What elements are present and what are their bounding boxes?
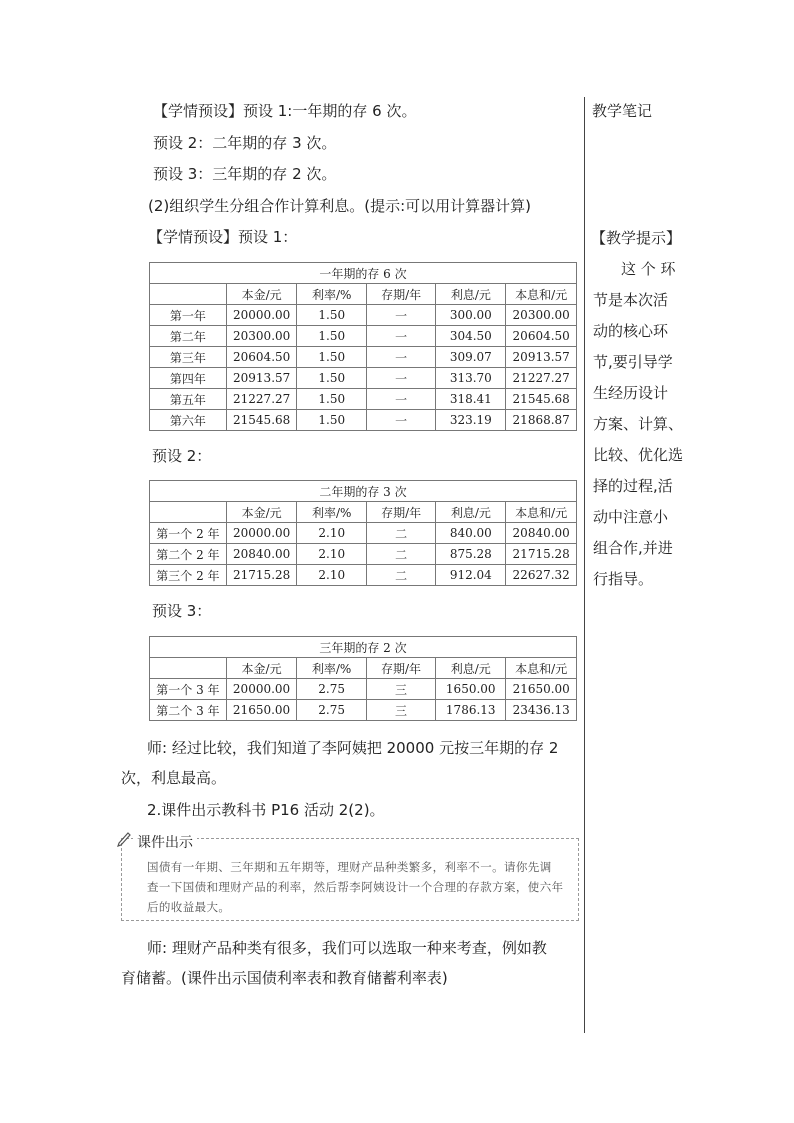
table-cell: 21868.87	[506, 410, 577, 431]
column-divider	[584, 97, 585, 1033]
table-one-year	[149, 262, 577, 431]
table-cell: 20604.50	[226, 347, 297, 368]
table-cell: 二	[367, 565, 436, 586]
table-cell: 第四年	[150, 368, 227, 389]
group-task-line: (2)组织学生分组合作计算利息。(提示:可以用计算器计算)	[148, 197, 532, 215]
tip-line: 节,要引导学	[593, 353, 673, 371]
table-cell: 20000.00	[226, 523, 297, 544]
callout-line: 后的收益最大。	[147, 900, 231, 914]
table-cell: 304.50	[436, 326, 506, 347]
tip-line: 生经历设计	[593, 384, 669, 402]
table-cell: 1.50	[297, 347, 367, 368]
activity-line: 2.课件出示教科书 P16 活动 2(2)。	[147, 801, 385, 819]
table-caption: 三年期的存 2 次	[150, 637, 577, 658]
table-cell: 875.28	[436, 544, 506, 565]
table-caption: 二年期的存 3 次	[150, 481, 577, 502]
tip-line: 动中注意小	[593, 508, 669, 526]
table-cell: 20000.00	[226, 679, 297, 700]
preset-3-line: 预设 3：三年期的存 2 次。	[153, 165, 337, 183]
column-header: 存期/年	[366, 658, 435, 679]
table-cell: 21545.68	[506, 389, 577, 410]
table-cell: 20913.57	[226, 368, 297, 389]
table-cell: 22627.32	[506, 565, 577, 586]
table-cell: 二	[367, 544, 436, 565]
table-row	[150, 565, 577, 586]
table-cell: 一	[367, 305, 436, 326]
table-cell: 20840.00	[226, 544, 297, 565]
column-header: 利息/元	[436, 502, 506, 523]
table-row	[150, 347, 577, 368]
table-cell: 20840.00	[506, 523, 577, 544]
pen-icon	[117, 832, 131, 848]
table-row	[150, 679, 577, 700]
tip-line: 动的核心环	[593, 322, 669, 340]
preset-1-heading: 【学情预设】预设 1：	[148, 228, 298, 246]
teacher-remark: 师: 理财产品种类有很多，我们可以选取一种来考查，例如教	[147, 939, 547, 957]
tip-line: 方案、计算、	[593, 415, 684, 433]
tip-line: 行指导。	[593, 570, 654, 588]
table-row	[150, 368, 577, 389]
table-cell: 1.50	[297, 389, 367, 410]
table-cell: 20300.00	[506, 305, 577, 326]
column-header: 利率/%	[297, 658, 367, 679]
table-cell: 二	[367, 523, 436, 544]
column-header	[150, 658, 227, 679]
table-cell: 309.07	[436, 347, 506, 368]
table-cell: 912.04	[436, 565, 506, 586]
table-cell: 23436.13	[506, 700, 577, 721]
tip-line: 节是本次活	[593, 291, 669, 309]
table-cell: 21715.28	[506, 544, 577, 565]
table-cell: 2.75	[297, 679, 367, 700]
table-cell: 20913.57	[506, 347, 577, 368]
column-header: 本息和/元	[506, 284, 577, 305]
callout-line: 查一下国债和理财产品的利率，然后帮李阿姨设计一个合理的存款方案，使六年	[147, 880, 564, 894]
column-header: 本息和/元	[506, 658, 577, 679]
column-header: 存期/年	[367, 502, 436, 523]
table-cell: 21227.27	[506, 368, 577, 389]
teacher-conclusion: 师: 经过比较，我们知道了李阿姨把 20000 元按三年期的存 2	[147, 739, 559, 757]
table-cell: 第一个 2 年	[150, 523, 227, 544]
preset-2-label: 预设 2：	[152, 447, 212, 465]
column-header	[150, 502, 227, 523]
table-cell: 21650.00	[506, 679, 577, 700]
table-cell: 第五年	[150, 389, 227, 410]
table-cell: 21715.28	[226, 565, 297, 586]
table-cell: 1.50	[297, 368, 367, 389]
column-header: 存期/年	[367, 284, 436, 305]
column-header: 本息和/元	[506, 502, 577, 523]
table-cell: 一	[367, 410, 436, 431]
table-cell: 三	[366, 700, 435, 721]
teacher-conclusion-cont: 次，利息最高。	[121, 769, 227, 787]
table-cell: 1650.00	[436, 679, 506, 700]
tip-line: 择的过程,活	[593, 477, 673, 495]
table-cell: 一	[367, 326, 436, 347]
column-header: 利息/元	[436, 658, 506, 679]
table-row	[150, 389, 577, 410]
table-cell: 第二个 3 年	[150, 700, 227, 721]
tip-title: 【教学提示】	[591, 229, 682, 247]
table-cell: 1786.13	[436, 700, 506, 721]
table-row	[150, 305, 577, 326]
table-cell: 第一年	[150, 305, 227, 326]
table-two-year	[149, 480, 577, 586]
table-cell: 20300.00	[226, 326, 297, 347]
table-three-year	[149, 636, 577, 721]
table-cell: 840.00	[436, 523, 506, 544]
table-cell: 1.50	[297, 410, 367, 431]
teacher-remark-cont: 育储蓄。(课件出示国债利率表和教育储蓄利率表)	[121, 969, 448, 987]
table-cell: 第三年	[150, 347, 227, 368]
table-row	[150, 410, 577, 431]
table-cell: 21650.00	[226, 700, 297, 721]
table-cell: 一	[367, 389, 436, 410]
column-header: 本金/元	[226, 284, 297, 305]
tip-line: 组合作,并进	[593, 539, 673, 557]
table-cell: 20000.00	[226, 305, 297, 326]
callout-text	[147, 857, 573, 917]
table-row	[150, 700, 577, 721]
table-cell: 第三个 2 年	[150, 565, 227, 586]
table-cell: 第一个 3 年	[150, 679, 227, 700]
table-cell: 2.10	[297, 544, 367, 565]
table-cell: 2.75	[297, 700, 367, 721]
table-cell: 20604.50	[506, 326, 577, 347]
table-cell: 313.70	[436, 368, 506, 389]
table-cell: 21545.68	[226, 410, 297, 431]
column-header: 利率/%	[297, 502, 367, 523]
preset-3-label: 预设 3：	[152, 602, 212, 620]
column-header: 本金/元	[226, 658, 297, 679]
column-header	[150, 284, 227, 305]
tip-line: 比较、优化选	[593, 446, 684, 464]
table-cell: 300.00	[436, 305, 506, 326]
column-header: 利率/%	[297, 284, 367, 305]
callout-line: 国债有一年期、三年期和五年期等，理财产品种类繁多，利率不一。请你先调	[147, 860, 552, 874]
table-row	[150, 326, 577, 347]
table-cell: 第二年	[150, 326, 227, 347]
column-header: 本金/元	[226, 502, 297, 523]
table-row	[150, 544, 577, 565]
table-cell: 第六年	[150, 410, 227, 431]
column-header: 利息/元	[436, 284, 506, 305]
table-row	[150, 523, 577, 544]
callout-title: 课件出示	[133, 832, 197, 852]
tip-line: 这 个 环	[621, 260, 676, 278]
table-cell: 三	[366, 679, 435, 700]
table-cell: 一	[367, 368, 436, 389]
table-cell: 1.50	[297, 305, 367, 326]
notes-title: 教学笔记	[592, 102, 653, 120]
table-cell: 第二个 2 年	[150, 544, 227, 565]
table-cell: 318.41	[436, 389, 506, 410]
table-cell: 2.10	[297, 523, 367, 544]
table-cell: 1.50	[297, 326, 367, 347]
preset-1-line: 【学情预设】预设 1:一年期的存 6 次。	[153, 102, 417, 120]
table-cell: 21227.27	[226, 389, 297, 410]
preset-2-line: 预设 2：二年期的存 3 次。	[153, 134, 337, 152]
table-cell: 2.10	[297, 565, 367, 586]
table-cell: 323.19	[436, 410, 506, 431]
table-cell: 一	[367, 347, 436, 368]
table-caption: 一年期的存 6 次	[150, 263, 577, 284]
